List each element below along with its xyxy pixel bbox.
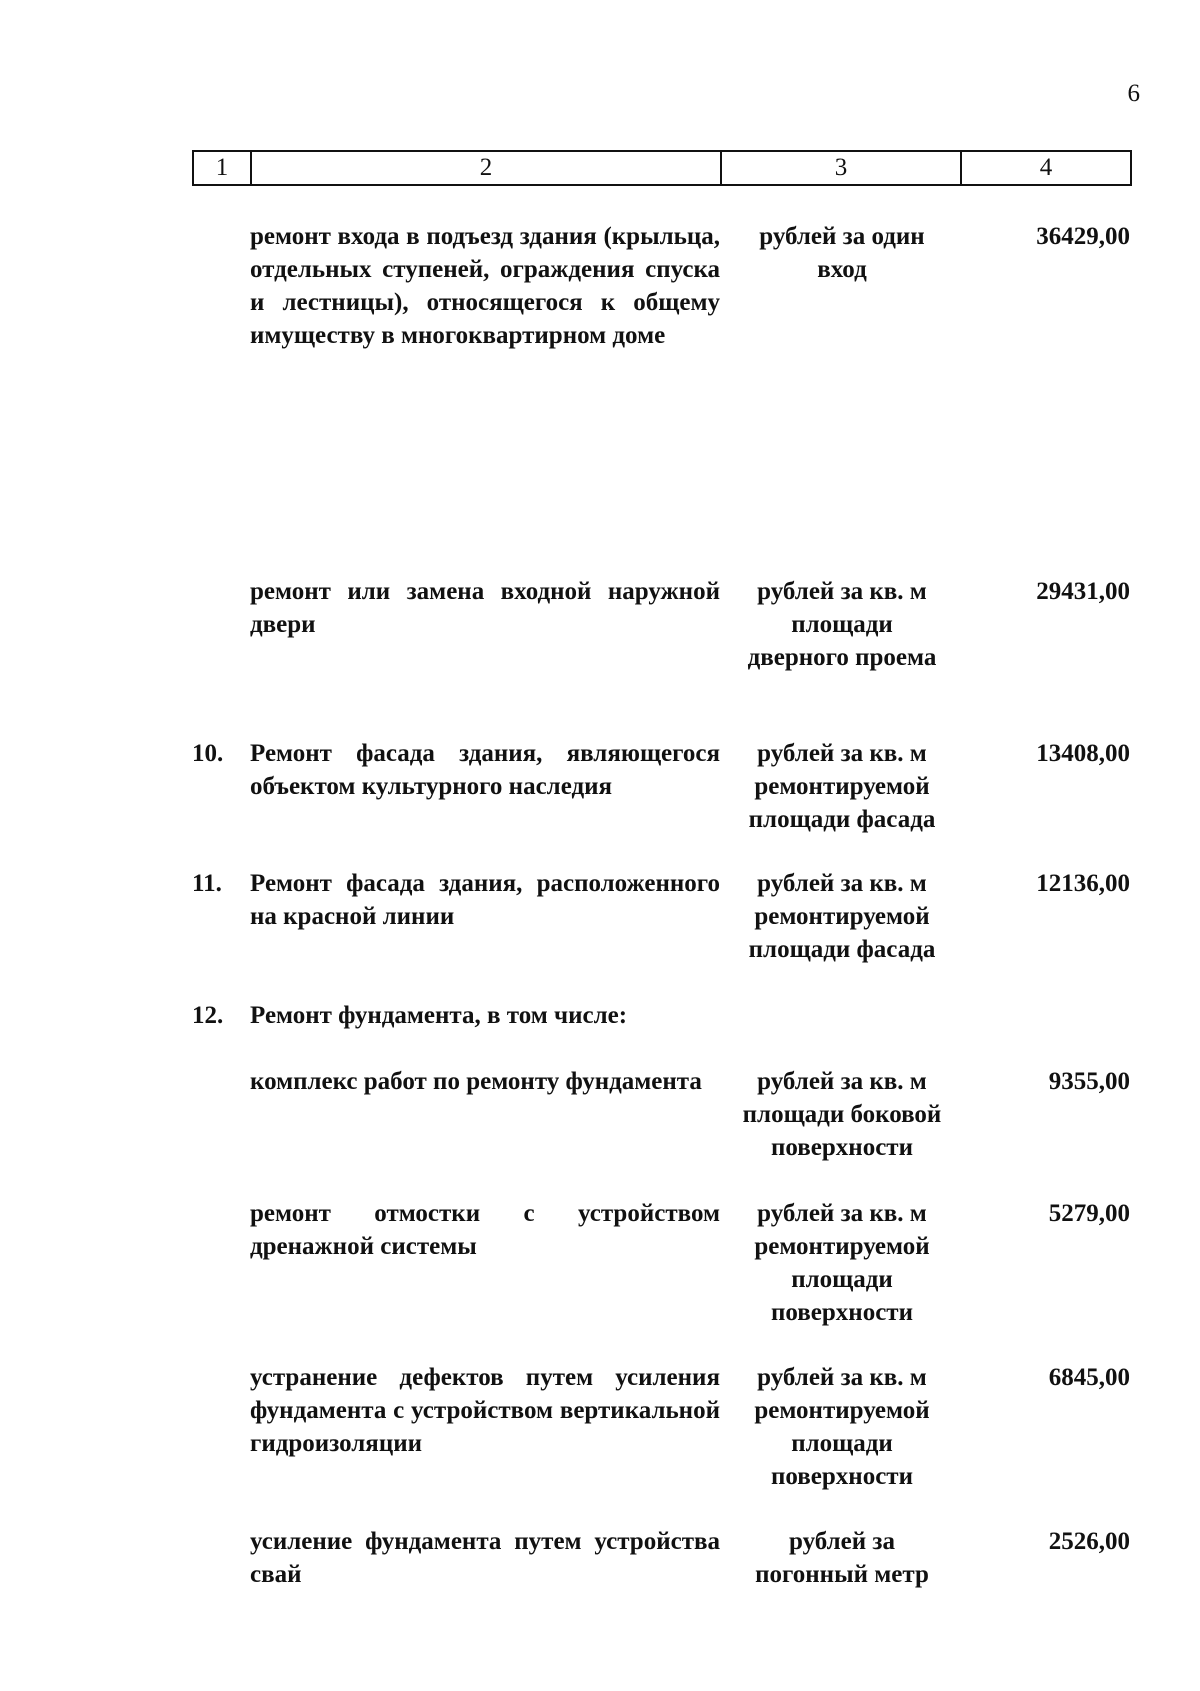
column-header-row (193, 151, 1131, 185)
row-value: 2526,00 (1048, 1528, 1130, 1555)
row-description: Ремонт фундамента, в том числе: (250, 1002, 628, 1029)
row-description: ремонт входа в подъезд здания (крыльца, отдельных ступеней, ограждения спуска и лестницы), относящегося к общему имуществу в многоквартирном доме (250, 223, 720, 349)
row-number: 10. (192, 740, 224, 767)
row-unit: рублей за кв. м площади дверного проема (747, 578, 937, 671)
page-number: 6 (1127, 80, 1140, 107)
row-unit: рублей за кв. м ремонтируемой площади поверхности (754, 1364, 930, 1490)
row-description: комплекс работ по ремонту фундамента (250, 1068, 702, 1095)
column-header-2: 2 (251, 151, 721, 185)
row-description: ремонт или замена входной наружной двери (250, 578, 720, 638)
row-unit: рублей за кв. м ремонтируемой площади поверхности (754, 1200, 930, 1326)
row-value: 13408,00 (1036, 740, 1130, 767)
row-description: ремонт отмостки с устройством дренажной системы (250, 1200, 720, 1260)
row-description: Ремонт фасада здания, расположенного на красной линии (250, 870, 720, 930)
row-unit: рублей за кв. м ремонтируемой площади фасада (748, 870, 936, 963)
column-header-3: 3 (721, 151, 961, 185)
column-header-1: 1 (193, 151, 251, 185)
row-description: усиление фундамента путем устройства свай (250, 1528, 720, 1588)
row-unit: рублей за кв. м ремонтируемой площади фасада (748, 740, 936, 833)
row-description: Ремонт фасада здания, являющегося объектом культурного наследия (250, 740, 720, 800)
row-description: устранение дефектов путем усиления фундамента с устройством вертикальной гидроизоляции (250, 1364, 720, 1457)
row-unit: рублей за кв. м площади боковой поверхности (742, 1068, 942, 1161)
row-number: 11. (192, 870, 222, 897)
row-value: 5279,00 (1048, 1200, 1130, 1227)
column-header-table (192, 150, 1132, 186)
column-header-4: 4 (961, 151, 1131, 185)
row-value: 6845,00 (1048, 1364, 1130, 1391)
rates-list (0, 220, 1200, 1588)
row-value: 29431,00 (1036, 578, 1130, 605)
row-unit: рублей за один вход (759, 223, 925, 283)
row-number: 12. (192, 1002, 224, 1029)
row-unit: рублей за погонный метр (755, 1528, 929, 1588)
table-row (0, 220, 1200, 385)
row-value: 12136,00 (1036, 870, 1130, 897)
row-value: 36429,00 (1036, 223, 1130, 250)
row-value: 9355,00 (1048, 1068, 1130, 1095)
